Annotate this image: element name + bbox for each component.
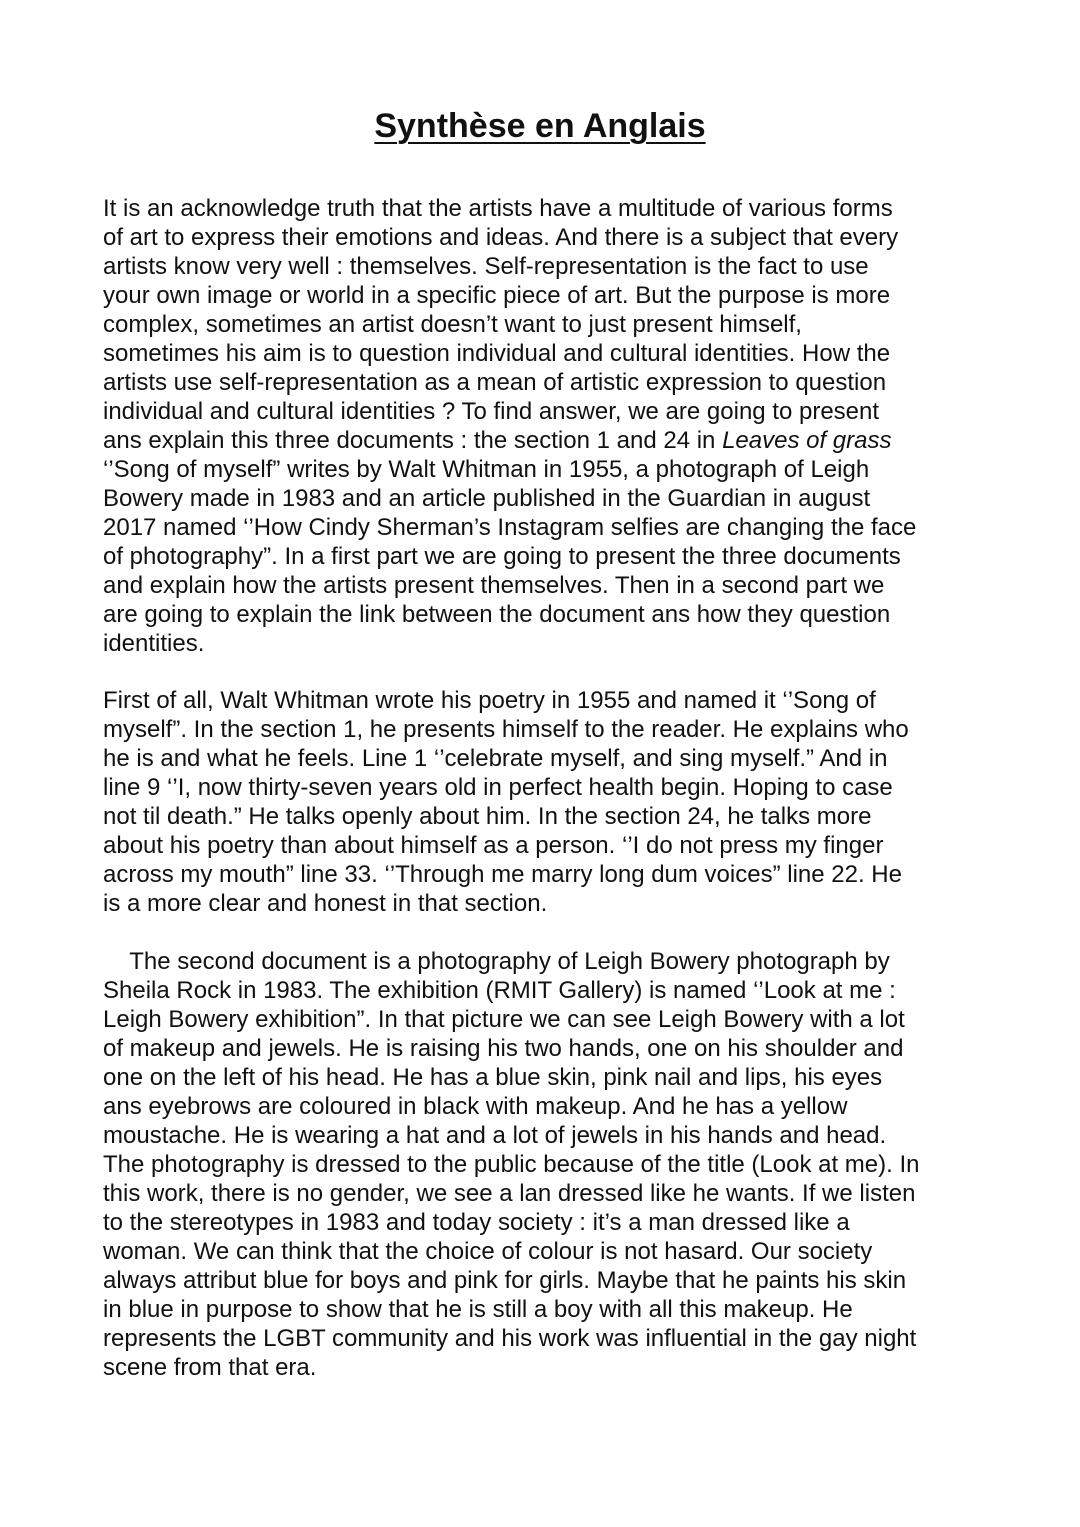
text-line: are going to explain the link between the document ans how they question	[103, 601, 891, 628]
text-line: scene from that era.	[103, 1354, 317, 1381]
paragraph-whitman	[103, 686, 983, 918]
text-line: The second document is a photography of Leigh Bowery photograph by	[103, 948, 890, 975]
text-segment: ans explain this three documents : the section 1 and 24 in	[103, 427, 723, 454]
text-line: artists know very well : themselves. Self-representation is the fact to use	[103, 253, 869, 280]
text-line: one on the left of his head. He has a blue skin, pink nail and lips, his eyes	[103, 1064, 883, 1091]
text-line: Bowery made in 1983 and an article published in the Guardian in august	[103, 485, 871, 512]
text-line: woman. We can think that the choice of colour is not hasard. Our society	[103, 1238, 873, 1265]
text-line: individual and cultural identities ? To find answer, we are going to present	[103, 398, 880, 425]
text-line: in blue in purpose to show that he is still a boy with all this makeup. He	[103, 1296, 853, 1323]
text-line: ‘’Song of myself” writes by Walt Whitman in 1955, a photograph of Leigh	[103, 456, 870, 483]
text-line: of art to express their emotions and ideas. And there is a subject that every	[103, 224, 899, 251]
text-line: line 9 ‘’I, now thirty-seven years old in perfect health begin. Hoping to case	[103, 774, 893, 801]
text-line: and explain how the artists present themselves. Then in a second part we	[103, 572, 885, 599]
text-line: artists use self-representation as a mean of artistic expression to question	[103, 369, 887, 396]
text-line: he is and what he feels. Line 1 ‘’celebrate myself, and sing myself.” And in	[103, 745, 888, 772]
text-line: ans eyebrows are coloured in black with makeup. And he has a yellow	[103, 1093, 848, 1120]
text-line: Sheila Rock in 1983. The exhibition (RMIT Gallery) is named ‘’Look at me :	[103, 977, 896, 1004]
text-line	[103, 426, 983, 455]
paragraph-bowery	[103, 947, 983, 1382]
text-line: The photography is dressed to the public because of the title (Look at me). In	[103, 1151, 920, 1178]
text-line: across my mouth” line 33. ‘’Through me marry long dum voices” line 22. He	[103, 861, 902, 888]
text-line: identities.	[103, 630, 205, 657]
text-line: moustache. He is wearing a hat and a lot of jewels in his hands and head.	[103, 1122, 887, 1149]
text-line: of photography”. In a first part we are going to present the three documents	[103, 543, 901, 570]
text-line: your own image or world in a specific piece of art. But the purpose is more	[103, 282, 891, 309]
page-title: Synthèse en Anglais	[374, 107, 706, 145]
text-line: to the stereotypes in 1983 and today society : it’s a man dressed like a	[103, 1209, 850, 1236]
text-line: 2017 named ‘’How Cindy Sherman’s Instagram selfies are changing the face	[103, 514, 917, 541]
text-line: complex, sometimes an artist doesn’t want to just present himself,	[103, 311, 802, 338]
text-line: always attribut blue for boys and pink for girls. Maybe that he paints his skin	[103, 1267, 907, 1294]
text-line: First of all, Walt Whitman wrote his poetry in 1955 and named it ‘’Song of	[103, 687, 876, 714]
text-line: is a more clear and honest in that section.	[103, 890, 548, 917]
book-title-italic: Leaves of grass	[722, 427, 892, 454]
text-line: not til death.” He talks openly about him. In the section 24, he talks more	[103, 803, 872, 830]
text-line: of makeup and jewels. He is raising his two hands, one on his shoulder and	[103, 1035, 904, 1062]
text-line: myself”. In the section 1, he presents himself to the reader. He explains who	[103, 716, 909, 743]
text-line: represents the LGBT community and his work was influential in the gay night	[103, 1325, 917, 1352]
text-line: Leigh Bowery exhibition”. In that picture we can see Leigh Bowery with a lot	[103, 1006, 905, 1033]
paragraph-introduction	[103, 194, 983, 658]
text-line: It is an acknowledge truth that the artists have a multitude of various forms	[103, 195, 893, 222]
text-line: this work, there is no gender, we see a lan dressed like he wants. If we listen	[103, 1180, 916, 1207]
text-line: about his poetry than about himself as a person. ‘’I do not press my finger	[103, 832, 884, 859]
text-line: sometimes his aim is to question individual and cultural identities. How the	[103, 340, 891, 367]
